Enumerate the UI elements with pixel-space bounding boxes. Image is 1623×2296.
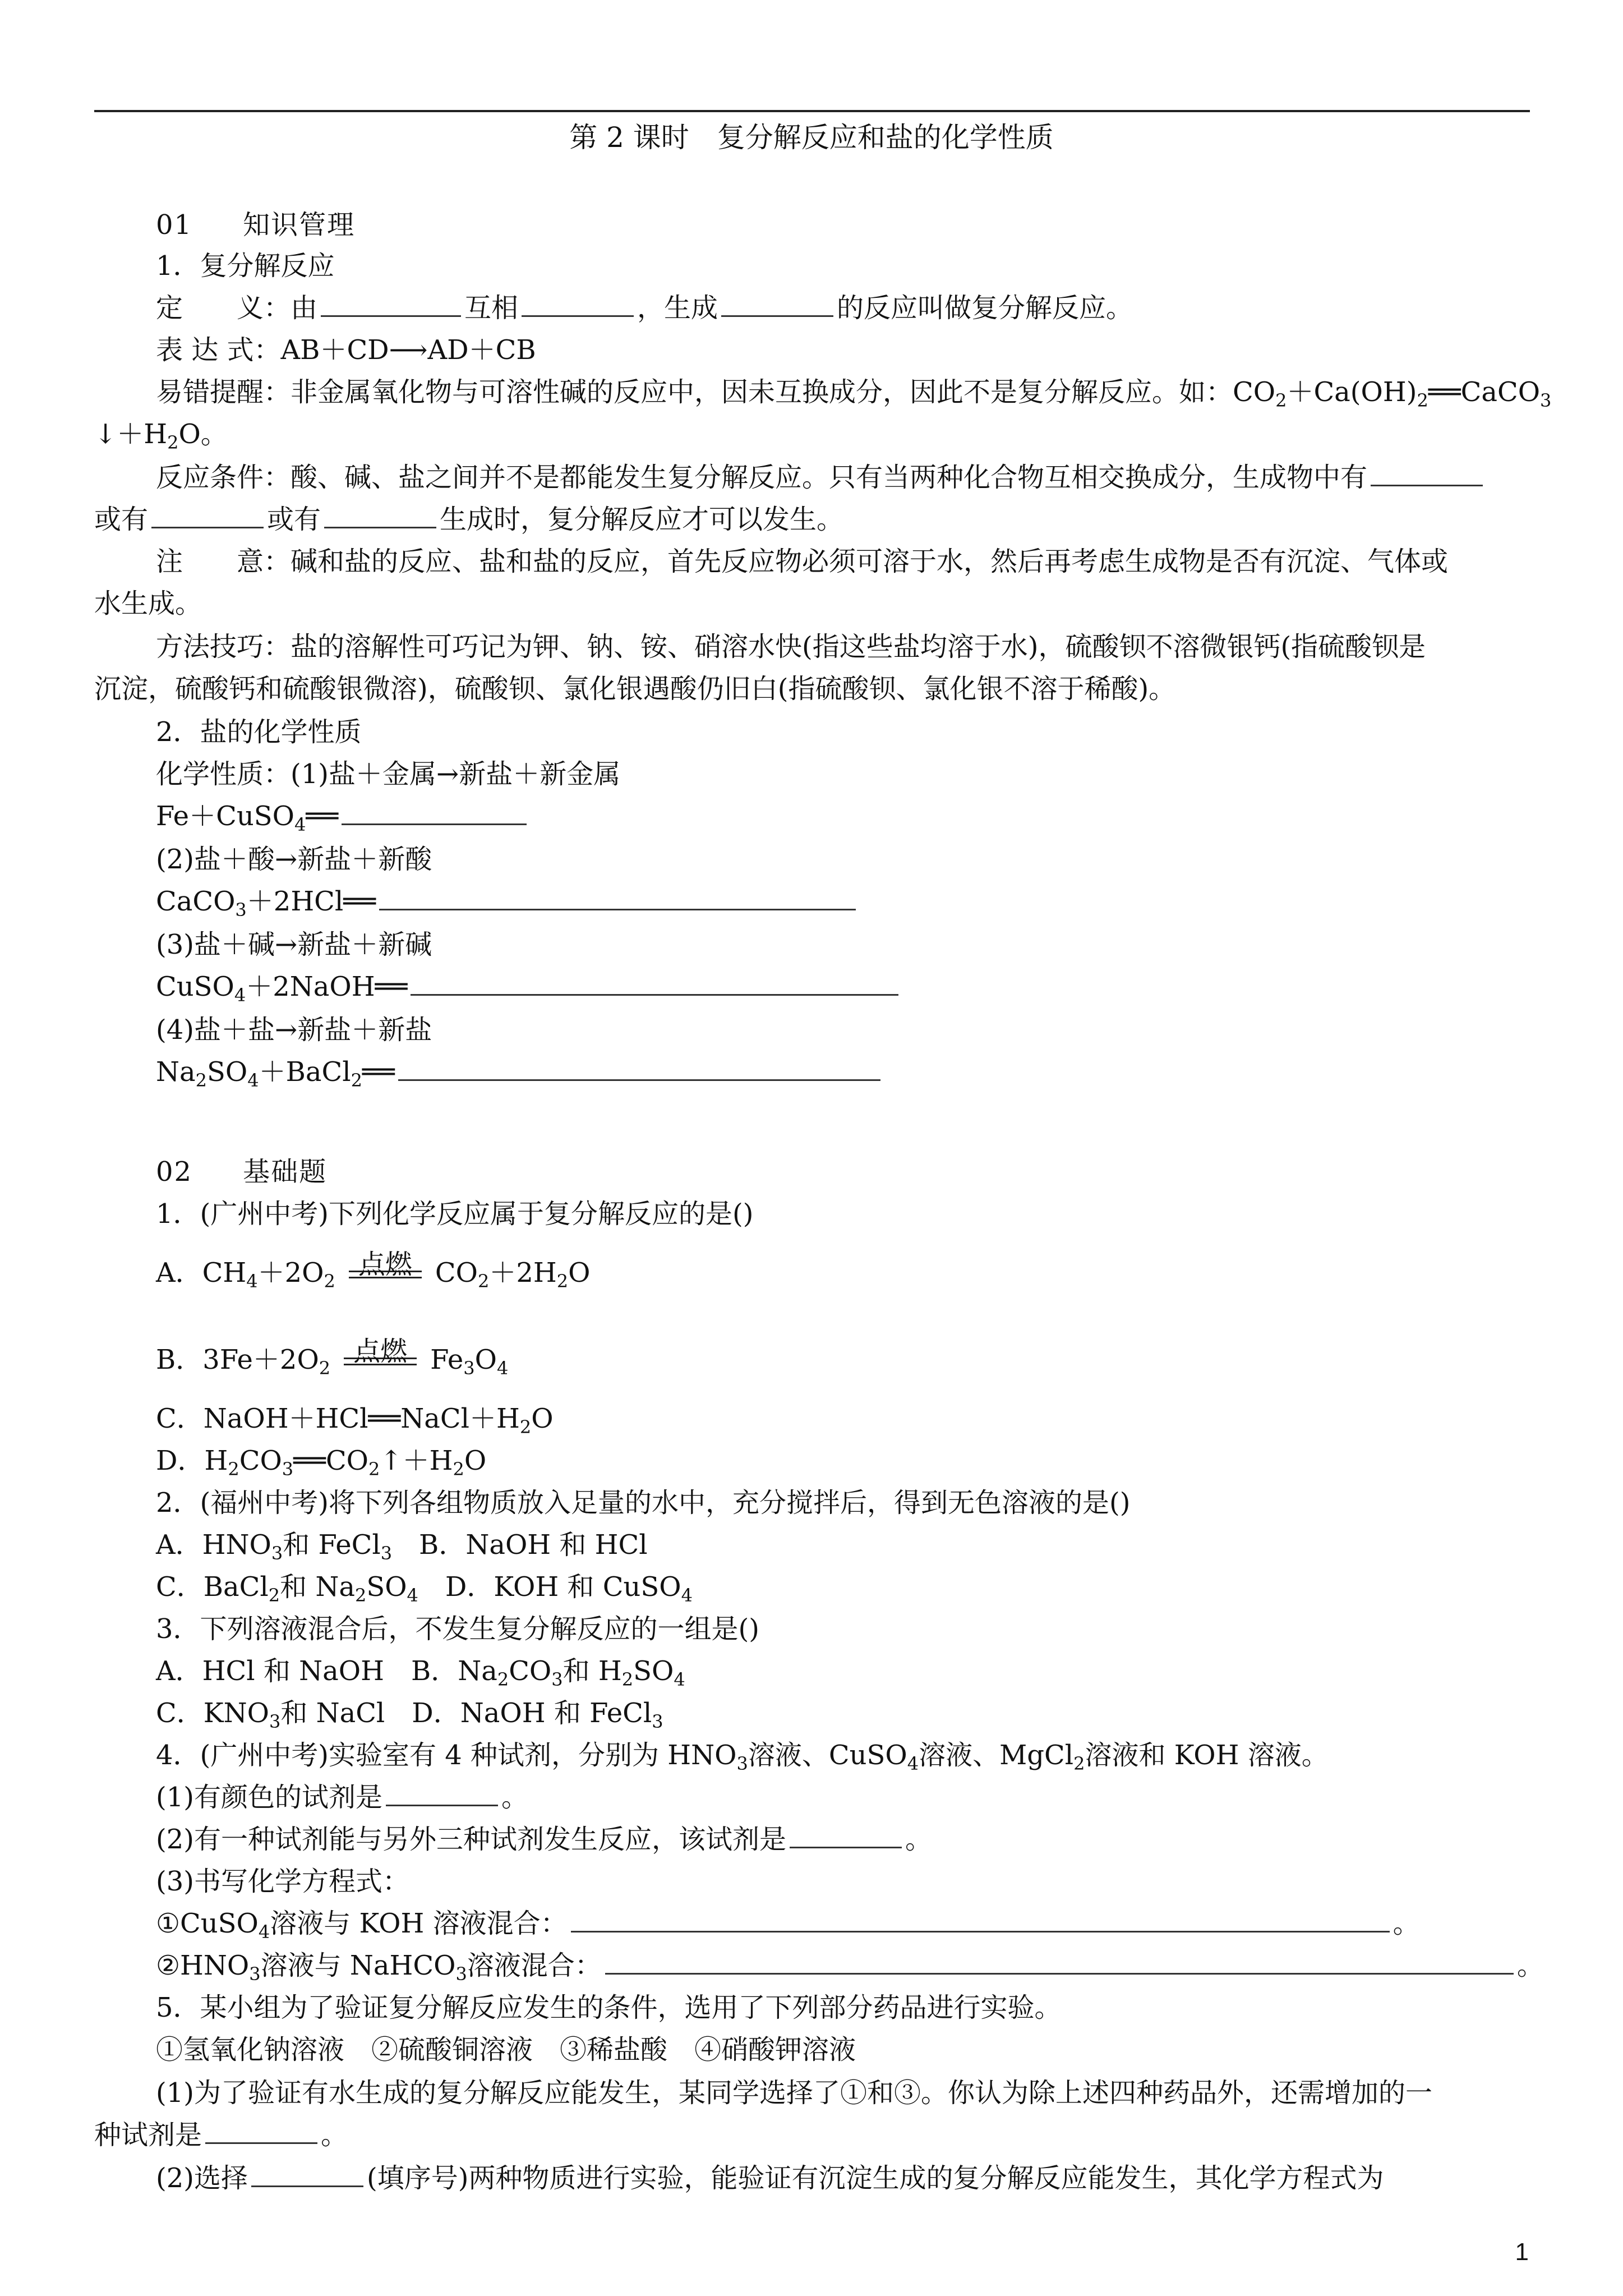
- option-c[interactable]: C．$NaOH+HCl══NaCl+H_2O$: [156, 1403, 554, 1438]
- answer-blank[interactable]: [721, 291, 833, 317]
- answer-blank[interactable]: [605, 1948, 1514, 1975]
- answer-blank[interactable]: [571, 1906, 1390, 1932]
- question-2: 2．(福州中考)将下列各组物质放入足量的水中，充分搅拌后，得到无色溶液的是(): [156, 1487, 1131, 1519]
- definition-line: 定 义：由 互相 ，生成 的反应叫做复分解反应。: [156, 286, 1133, 325]
- answer-blank[interactable]: [342, 799, 527, 825]
- equation-line: $Na_2SO_4+BaCl_2══$: [156, 1050, 884, 1091]
- header-rule: [94, 110, 1530, 112]
- question-4: 4．(广州中考)实验室有 4 种试剂，分别为 $HNO_3$溶液、CuSO$_4$溶液、MgCl$_2$溶液和 KOH 溶液。: [156, 1740, 1329, 1774]
- answer-blank[interactable]: [251, 2161, 363, 2187]
- answer-blank[interactable]: [379, 884, 856, 910]
- equation-line: CuSO$_4$＋2NaOH══: [156, 965, 902, 1006]
- option-cd[interactable]: C．$KNO_3$和 NaCl D．NaOH 和 FeCl$_3$: [156, 1697, 663, 1732]
- option-ab[interactable]: A．HCl 和 NaOH B．$Na_2CO_3$和 $H_2SO_4$: [156, 1655, 685, 1690]
- item-heading: 2．盐的化学性质: [156, 716, 362, 748]
- item-heading: 1．复分解反应: [156, 250, 335, 282]
- sub-question: (1)为了验证有水生成的复分解反应能发生，某同学选择了①和③。你认为除上述四种药品外，还需增加的一: [156, 2077, 1432, 2109]
- answer-blank[interactable]: [151, 502, 264, 528]
- tip-line-cont: $↓+H_2O$。: [94, 418, 228, 453]
- sub-question: (3)书写化学方程式：: [156, 1866, 409, 1897]
- sub-question: (2)有一种试剂能与另外三种试剂发生反应，该试剂是 。: [156, 1818, 932, 1856]
- condition-line: 反应条件：酸、碱、盐之间并不是都能发生复分解反应。只有当两种化合物互相交换成分，生成物中有: [156, 455, 1486, 494]
- option-b[interactable]: B．$3Fe+2O_2$ 点燃 $Fe_3O_4$: [156, 1336, 509, 1379]
- option-d[interactable]: D．$H_2CO_3══CO_2↑+H_2O$: [156, 1445, 487, 1480]
- option-a[interactable]: A．$CH_4+2O_2$ 点燃 $CO_2+2H_2O$: [156, 1249, 591, 1292]
- section-number: 02: [156, 1156, 193, 1188]
- tip-line: 易错提醒：非金属氧化物与可溶性碱的反应中，因未互换成分，因此不是复分解反应。如：$CO_2+Ca(OH)_2══CaCO_3$: [156, 376, 1552, 411]
- answer-blank[interactable]: [321, 291, 461, 317]
- answer-blank[interactable]: [522, 291, 634, 317]
- sub-question: (1)有颜色的试剂是 。: [156, 1775, 528, 1814]
- section-name: 基础题: [243, 1156, 328, 1188]
- property-line: (2)盐＋酸→新盐＋新酸: [156, 844, 432, 875]
- answer-blank[interactable]: [205, 2118, 317, 2144]
- sub-question: (2)选择 (填序号)两种物质进行实验，能验证有沉淀生成的复分解反应能发生，其化学方程式为: [156, 2156, 1384, 2195]
- equation-line: Fe＋CuSO$_4$══: [156, 794, 530, 835]
- question-1: 1．(广州中考)下列化学反应属于复分解反应的是(): [156, 1198, 754, 1230]
- note-line: 注 意：碱和盐的反应、盐和盐的反应，首先反应物必须可溶于水，然后再考虑生成物是否有沉淀、气体或: [156, 546, 1449, 577]
- answer-blank[interactable]: [411, 969, 898, 996]
- reagent-options: ①氢氧化钠溶液 ②硫酸铜溶液 ③稀盐酸 ④硝酸钾溶液: [156, 2034, 856, 2065]
- note-line-cont: 水生成。: [94, 588, 202, 619]
- equation-prompt: $②HNO_3$溶液与 NaHCO$_3$溶液混合： 。: [156, 1944, 1544, 1985]
- property-line: 化学性质：(1)盐＋金属→新盐＋新金属: [156, 758, 621, 790]
- expression-line: 表 达 式：AB＋CD⟶AD＋CB: [156, 334, 536, 366]
- section-heading-basics: [156, 1150, 327, 1189]
- question-5: 5．某小组为了验证复分解反应发生的条件，选用了下列部分药品进行实验。: [156, 1992, 1062, 2023]
- answer-blank[interactable]: [790, 1822, 902, 1848]
- page-title: 第 2 课时 复分解反应和盐的化学性质: [569, 121, 1054, 154]
- equation-prompt: ①CuSO$_4$溶液与 KOH 溶液混合： 。: [156, 1902, 1420, 1943]
- answer-blank[interactable]: [324, 502, 436, 528]
- answer-blank[interactable]: [398, 1055, 880, 1081]
- section-name: 知识管理: [243, 209, 356, 241]
- equation-line: CaCO$_3$＋2HCl══: [156, 880, 859, 921]
- section-number: 01: [156, 209, 193, 241]
- question-3: 3．下列溶液混合后，不发生复分解反应的一组是(): [156, 1613, 759, 1645]
- answer-blank[interactable]: [386, 1780, 498, 1806]
- method-line: 方法技巧：盐的溶解性可巧记为钾、钠、铵、硝溶水快(指这些盐均溶于水)，硫酸钡不溶微银钙(指硫酸钡是: [156, 631, 1426, 662]
- option-cd[interactable]: C．BaCl$_2$和 $Na_2SO_4$ D．KOH 和 CuSO$_4$: [156, 1571, 693, 1606]
- condition-line-cont: 或有 或有 生成时，复分解反应才可以发生。: [94, 498, 843, 536]
- sub-question-cont: 种试剂是 。: [94, 2113, 348, 2152]
- page-number: 1: [1515, 2238, 1529, 2266]
- method-line-cont: 沉淀，硫酸钙和硫酸银微溶)，硫酸钡、氯化银遇酸仍旧白(指硫酸钡、氯化银不溶于稀酸)。: [94, 673, 1176, 705]
- option-ab[interactable]: A．$HNO_3$和 FeCl$_3$ B．NaOH 和 HCl: [156, 1529, 648, 1564]
- property-line: (4)盐＋盐→新盐＋新盐: [156, 1014, 432, 1046]
- section-heading-knowledge: [156, 203, 355, 242]
- answer-blank[interactable]: [1371, 460, 1483, 486]
- property-line: (3)盐＋碱→新盐＋新碱: [156, 929, 432, 960]
